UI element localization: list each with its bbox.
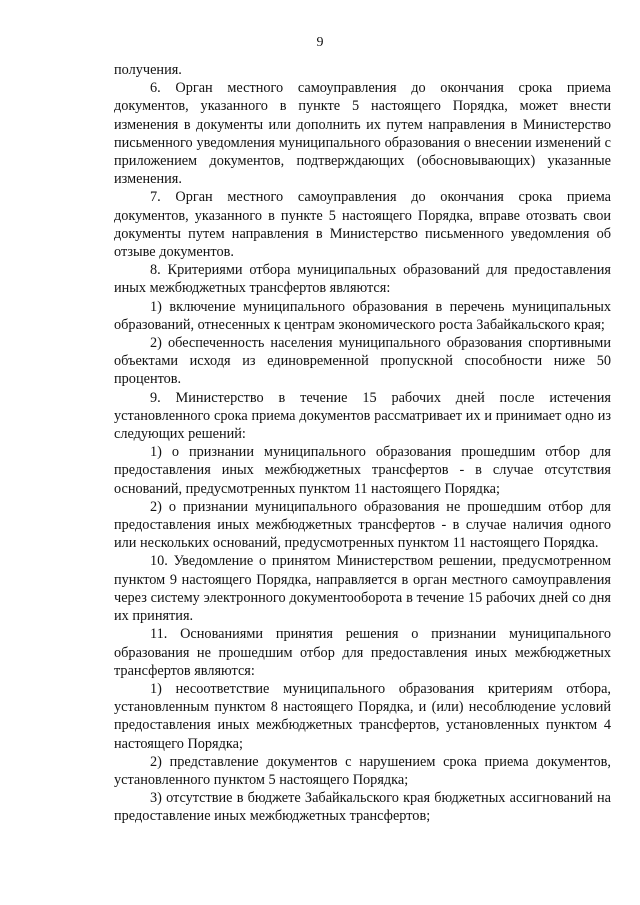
paragraph-item-9-2: 2) о признании муниципального образования не прошедшим отбор для предоставления иных межбюджетных трансфертов - в случае наличия одного или нескольких оснований, предусмотренных пунктом 11 настоящего Порядка.: [114, 498, 611, 552]
paragraph-continuation: получения.: [114, 62, 182, 78]
paragraph-item-8-2: 2) обеспеченность населения муниципального образования спортивными объектами исходя из единовременной пропускной способности ниже 50 процентов.: [114, 335, 611, 388]
paragraph-item-11: 11. Основаниями принятия решения о признании муниципального образования не прошедшим отбор для предоставления иных межбюджетных трансфертов являются:: [114, 626, 611, 679]
paragraph-item-9: 9. Министерство в течение 15 рабочих дней после истечения установленного срока приема документов рассматривает их и принимает одно из следующих решений:: [114, 389, 611, 443]
page-number: 9: [316, 35, 324, 50]
paragraph-item-8-1: 1) включение муниципального образования в перечень муниципальных образований, отнесенных к центрам экономического роста Забайкальского края;: [114, 298, 611, 333]
paragraph-item-11-3: 3) отсутствие в бюджете Забайкальского края бюджетных ассигнований на предоставление иных межбюджетных трансфертов;: [114, 790, 611, 825]
paragraph-item-9-1: 1) о признании муниципального образования прошедшим отбор для предоставления иных межбюджетных трансфертов - в случае отсутствия оснований, предусмотренных пунктом 11 настоящего Порядка;: [114, 444, 611, 497]
paragraph-item-10: 10. Уведомление о принятом Министерством решении, предусмотренном пунктом 9 настоящего Порядка, направляется в орган местного самоуправления через систему электронного документооборота в течение 15 рабочих дней со дня их принятия.: [114, 553, 611, 625]
paragraph-item-6: 6. Орган местного самоуправления до окончания срока приема документов, указанного в пункте 5 настоящего Порядка, может внести изменения в документы или дополнить их путем направления в Министерство письменного уведомления муниципального образования о внесении изменений с приложением документов, подтверждающих (обосновывающих) указанные изменения.: [114, 80, 611, 188]
paragraph-item-11-1: 1) несоответствие муниципального образования критериям отбора, установленным пунктом 8 настоящего Порядка, и (или) несоблюдение условий предоставления иных межбюджетных трансфертов, установленных пунктом 4 настоящего Порядка;: [114, 680, 611, 752]
paragraph-item-7: 7. Орган местного самоуправления до окончания срока приема документов, указанного в пункте 5 настоящего Порядка, вправе отозвать свои документы путем направления в Министерство письменного уведомления об отзыве документов.: [114, 189, 611, 261]
paragraph-item-8: 8. Критериями отбора муниципальных образований для предоставления иных межбюджетных трансфертов являются:: [114, 262, 611, 297]
paragraph-item-11-2: 2) представление документов с нарушением срока приема документов, установленного пунктом 5 настоящего Порядка;: [114, 753, 611, 788]
document-body: [114, 61, 611, 826]
